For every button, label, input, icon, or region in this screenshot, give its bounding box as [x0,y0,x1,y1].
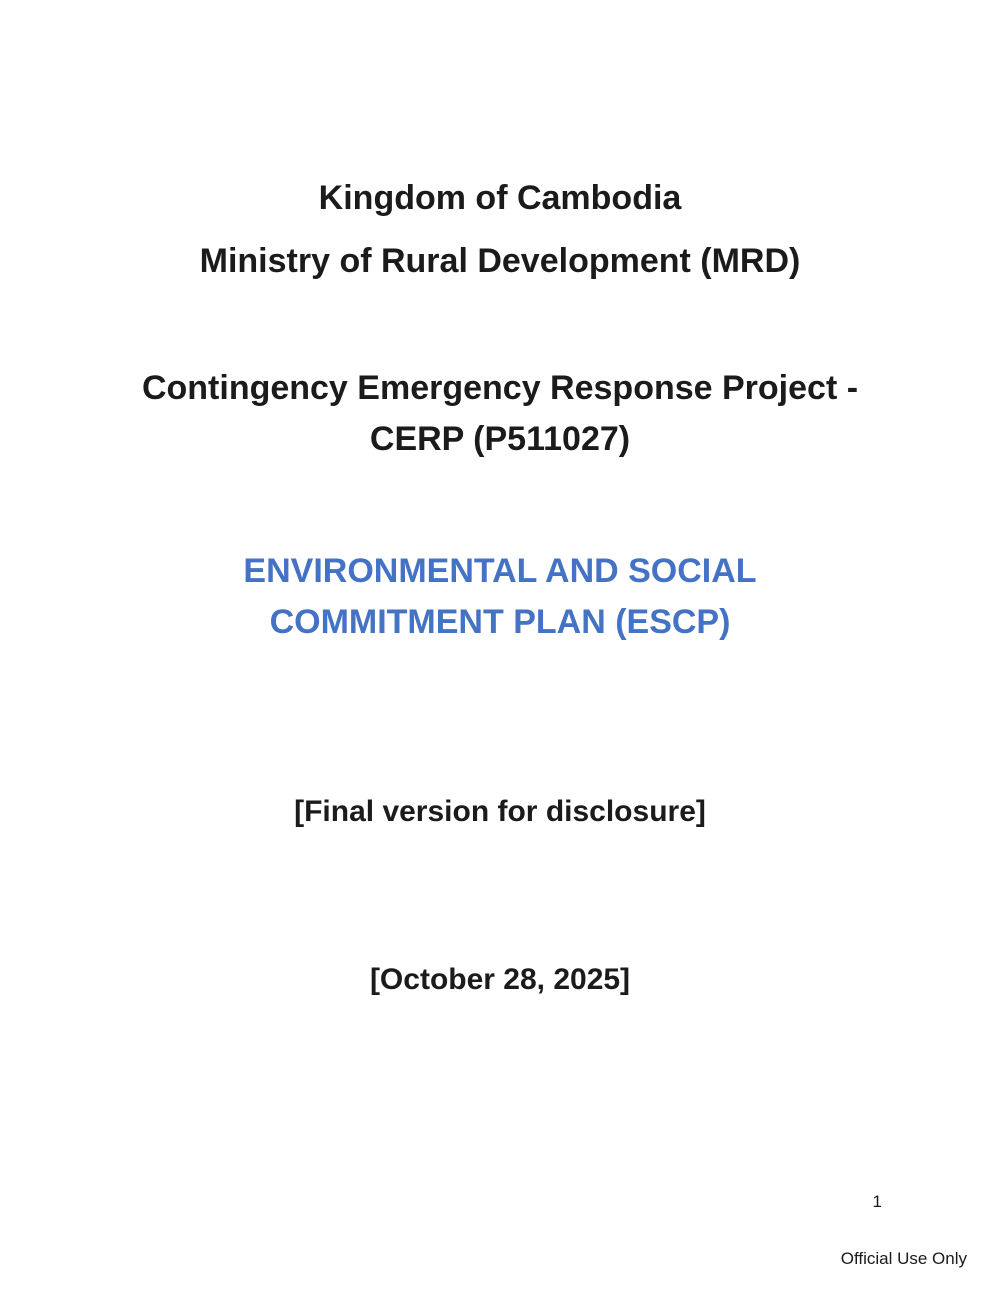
classification-footer: Official Use Only [840,1249,967,1268]
project-title-line2: CERP (P511027) [369,420,631,458]
project-title-line1: Contingency Emergency Response Project - [141,369,859,407]
page-number: 1 [872,1192,882,1211]
project-title [0,363,1000,465]
country-title: Kingdom of Cambodia [318,179,682,217]
date-note: [October 28, 2025] [369,963,631,996]
ministry-title: Ministry of Rural Development (MRD) [199,242,801,280]
main-heading-line1: ENVIRONMENTAL AND SOCIAL [243,552,757,590]
main-heading-line2: COMMITMENT PLAN (ESCP) [269,603,731,641]
document-main-heading [0,546,1000,648]
version-note: [Final version for disclosure] [294,795,706,828]
